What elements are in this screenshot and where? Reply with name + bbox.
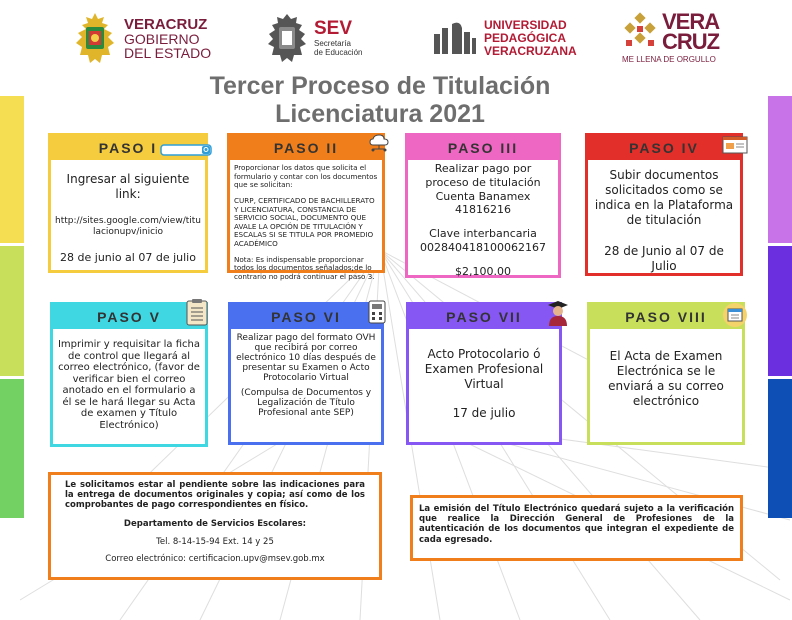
del-estado-text: DEL ESTADO [124,44,212,61]
step-instruction: Subir documentos solicitados como se indica en la Plataforma de titulación [594,168,734,227]
step-header [230,136,382,160]
upv-line1: UNIVERSIDAD [484,17,567,32]
step-label: PASO VI [271,309,341,325]
step-header [409,305,559,329]
step-card-6 [228,302,384,445]
cruz-text: CRUZ [662,29,720,54]
step-label: PASO I [98,140,158,156]
upv-line3: VERACRUZANA [484,43,577,58]
graduate-icon [546,299,570,327]
step-body [53,329,205,437]
step-label: PASO III [447,140,519,156]
step-label: PASO VII [446,309,522,325]
gobierno-text: GOBIERNO [124,30,200,47]
sev-name: SEV [314,18,353,39]
step-document-list: CURP, CERTIFICADO DE BACHILLERATO Y LICENCIATURA, CONSTANCIA DE SERVICIO SOCIAL, DOCUMENTO QUE AVALE LA OPCIÓN DE TITULACIÓN Y ESCALAS SI SE TITULA POR PROMEDIO ACADÉMICO [234,195,375,249]
cloud-network-icon [368,133,390,153]
step-body [590,329,742,415]
logo-upv [432,8,577,68]
notice-phone: Tel. 8-14-15-94 Ext. 14 y 25 [156,536,274,547]
upv-line2: PEDAGÓGICA [484,30,567,45]
logo-veracruz-brand [622,8,719,68]
right-bar-blue [768,379,792,518]
step-header [408,136,558,160]
sev-shield-icon [266,12,308,64]
title-line2: Licenciatura 2021 [275,100,485,128]
veracruz-pattern-icon [622,14,658,50]
step-instruction: Proporcionar los datos que solicita el formulario y contar con los documentos que se solicitan: [234,163,378,190]
step-header [231,305,381,329]
step-label: PASO V [97,309,161,325]
step-card-2 [227,133,385,282]
step-note: Nota: Es indispensable proporcionar todos los documentos señalados;de lo contrario no podrá continuar el paso 3. [234,254,375,282]
step-body [51,160,205,270]
step-header [590,305,742,329]
step-label: PASO II [273,140,339,156]
logo-veracruz-gobierno [74,8,211,68]
notice-right [410,495,743,561]
vera-text: VERA [662,9,720,34]
clipboard-checklist-icon [186,298,208,326]
step-date: 17 de julio [452,406,516,420]
veracruz-shield-icon [74,11,116,65]
notice-email[interactable]: Correo electrónico: certificacion.upv@msev.gob.mx [105,553,325,564]
veracruz-name: VERACRUZ [124,15,208,33]
step-header [53,305,205,329]
step-header [588,136,740,160]
step-label: PASO VIII [625,309,707,325]
step-instruction: Acto Protocolario ó Examen Profesional Virtual [424,347,544,391]
left-bar-lime [0,246,24,376]
step-instruction: Realizar pago por proceso de titulación Cuenta Banamex 41816216 [425,162,541,217]
notice-text: La emisión del Título Electrónico quedará sujeto a la verificación que realice la Dirección General de Profesiones de la autenticación de los documentos que integran el expediente de cada egresado. [419,504,734,545]
step-instruction: El Acta de Examen Electrónica se le enviará a su correo electrónico [608,349,724,408]
search-bar-icon [160,141,212,153]
step-dates: 28 de junio al 07 de julio [60,250,196,264]
left-bar-yellow [0,96,24,243]
step-body [409,329,559,427]
right-bar-purple [768,246,792,376]
left-bar-green [0,379,24,518]
monitor-upload-icon [722,136,748,156]
step-link[interactable]: http://sites.google.com/view/titulacionupv/inicio [55,216,201,238]
calculator-icon [368,300,386,324]
step-instruction: Imprimir y requisitar la ficha de control que llegará al correo electrónico, (favor de verificar bien el correo anotado en el formulario a él se le hará llegar su Acta de examen y Título Electrónico) [57,339,201,431]
page-title [130,72,630,128]
right-bar-orchid [768,96,792,243]
notice-department: Departamento de Servicios Escolares: [123,518,307,529]
step-label: PASO IV [629,140,699,156]
step-card-4 [585,133,743,276]
notice-left [48,472,382,580]
sev-line1: Secretaría [314,39,351,48]
step-body [588,160,740,280]
brand-tagline: ME LLENA DE ORGULLO [622,55,716,64]
step-card-5 [50,302,208,447]
logo-sev [266,8,362,68]
upv-columns-icon [432,20,478,56]
step-body [230,160,382,286]
step-instruction: Ingresar al siguiente link: [66,172,190,201]
calendar-icon [722,302,748,328]
notice-text: Le solicitamos estar al pendiente sobre las indicaciones para la entrega de documentos originales y copia; así como de los comprobantes de pago correspondientes en físico. [65,480,365,511]
step-instruction: Realizar pago del formato OVH que recibirá por correo electrónico 10 días después de presentar su Examen o Acto Protocolario Virtual [236,333,376,383]
title-line1: Tercer Proceso de Titulación [209,72,551,100]
step-amount: $2,100.00 [455,264,511,278]
step-clabe: Clave interbancaria 002840418100062167 [420,227,546,254]
step-card-3 [405,133,561,278]
step-body [408,160,558,284]
step-dates: 28 de Junio al 07 de Julio [604,244,724,273]
sev-line2: de Educación [314,48,363,57]
step-note: (Compulsa de Documentos y Legalización de Título Profesional ante SEP) [240,388,372,419]
step-card-7 [406,302,562,445]
step-body [231,329,381,425]
